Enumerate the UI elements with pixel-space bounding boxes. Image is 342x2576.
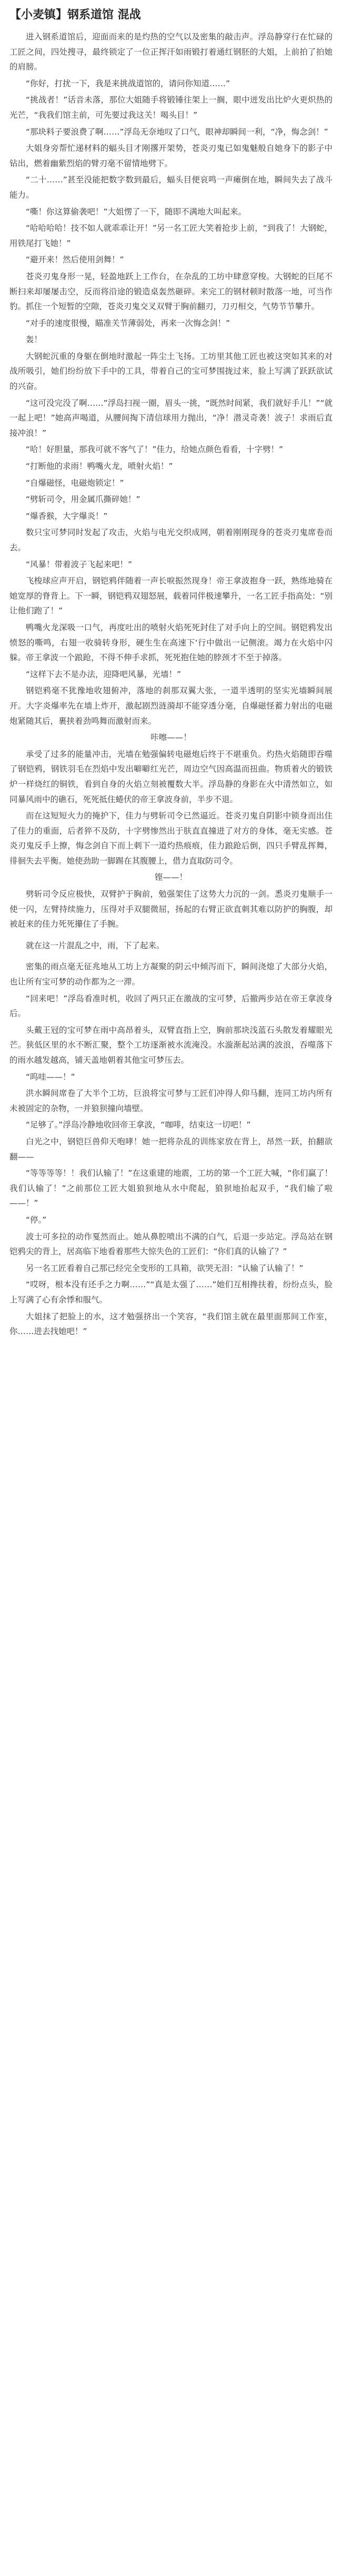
paragraph: “二十……”甚至没能把数字数到最后，蝠头目便哀鸣一声瘫倒在地，瞬间失去了战斗能力。 xyxy=(9,175,333,200)
paragraph: 承受了过多的能量冲击，光墙在勉强偏转电磁炮后终于不堪重负。灼热火焰随即吞噬了钢铠鸦，钢铁羽毛在烈焰中发出噼噼红光芒，周边空气因高温而扭曲。物质着火的锻铁炉一样烧红的铜铁，看到自身的火焰立刻被覆数大半。浮岛静的身影在火中清然如立，如同暴风雨中的礁石，死死抵住蜷伏的帝王拿波身前，半步不退。 xyxy=(9,749,333,804)
paragraph: 鸭嘴火龙深吸一口气，再度吐出的喷射火焰死死封住了对手向上的空间。钢铠鸦发出愤怒的嘶鸣，右翅一收骑转身形，硬生生在高速下‘行中做出一记侧滚。竭力在火焰中闪躲。帝王拿波一个踉跄，不得不伸手求抓，死死抱住她的脖颈才不至于掉落。 xyxy=(9,622,333,663)
paragraph: “停。” xyxy=(26,1215,47,1225)
paragraph: “足够了。”浮岛冷静地收回帝王拿波，“咖啡，结束这一切吧！” xyxy=(26,1120,251,1130)
paragraph: 大姐抹了把脸上的水，这才勉强挤出一个笑容，“我们馆主就在最里面那间工作室，你……进去找她吧！” xyxy=(9,1311,333,1337)
paragraph: “挑战者！”话音未落，那位大姐随手将锻锤往架上一搁，眼中迸发出比炉火更炽热的光芒，“我我们馆主前，可先要过我这关！喝头目！” xyxy=(9,95,333,120)
paragraph: 另一名工匠看着自己那已经完全变形的工具箱，欲哭无泪：“认输了认输了！” xyxy=(26,1263,304,1273)
paragraph: 大钢蛇沉重的身躯在倒地时激起一阵尘土飞扬。工坊里其他工匠也被这突如其来的对战所吸引，她们纷纷放下手中的工具，带着自己的宝可梦围拢过来，脸上写满了跃跃欲试的兴奋。 xyxy=(9,351,333,392)
paragraph: 白光之中，钢铠巨兽仰天咆哮！她一把将杂乱的训练家放在背上，昂然一跃，拍翻欲翻—— xyxy=(9,1136,333,1162)
paragraph: “爆香猴，大字爆炎！” xyxy=(26,511,108,521)
paragraph-sound-effect: 铿——！ xyxy=(154,873,187,882)
paragraph: “对手的速度很慢，瞄准关节薄弱处，再来一次悔念剑！” xyxy=(26,318,230,328)
paragraph: “避开来！然后使用剑舞！” xyxy=(26,255,124,265)
paragraph: 轰！ xyxy=(26,335,43,345)
paragraph: “那块料子要浪费了啊……”浮岛无奈地叹了口气，眼神却瞬间一利，“净，悔念剑！” xyxy=(26,127,328,137)
paragraph: 大姐身旁帮忙递材料的蝠头目才刚撂开架势，苍炎刃鬼已如鬼魅般自她身下的影子中钻出，燃着幽紫烈焰的臂刃毫不留情地劈下。 xyxy=(9,143,333,168)
paragraph: 洪水瞬间席卷了大半个工坊，巨浪将宝可梦与工匠们冲得人仰马翻，连同工坊内所有未被固定的杂物，一并狼狈撞向墙壁。 xyxy=(9,1089,333,1113)
paragraph: “打断他的求雨！鸭嘴火龙，喷射火焰！” xyxy=(26,461,173,471)
paragraph: “哈哈哈哈！技不如人就乖乖让开！”另一名工匠大笑着抢步上前，“到我了！大钢蛇，用铁尾打飞她！” xyxy=(9,223,333,248)
paragraph: 而在这短短火力的掩护下，佳力与劈斩司令已然逼近。苍炎刃鬼自阴影中锁身而出住了佳力的重面，后者猝不及防，十字劈惨然出于肤直直撞进了对方的身体，毫无实感。苍炎刃鬼反手上撩，悔念剑自下而上刺下一道灼热痕痕，佳力踉跄后倒，四只手臂乱挥舞，徘徊失去平衡。她使劲助一脚踢在其腹腰上，借力直取防司令。 xyxy=(9,811,333,866)
paragraph: “自爆磁怪，电磁炮锁定！” xyxy=(26,478,124,488)
paragraph: “你好，打扰一下，我是来挑战道馆的，请问你知道……” xyxy=(26,78,230,88)
paragraph: “哈！好胆量，那我可就不客气了！”佳力，给她点颜色看看，十字劈！” xyxy=(26,445,284,455)
paragraph: 波士可多拉的动作戛然而止。她从鼻腔喷出不满的白气，后退一步站定。浮岛站在钢铠鸦尖的背上，居高临下地看着那些大惊失色的工匠们：“你们真的认输了？” xyxy=(9,1231,333,1257)
paragraph: 进入钢系道馆后，迎面而来的是灼热的空气以及密集的敲击声。浮岛静穿行在忙碌的工匠之间，四处搜寻，最终锁定了一位正挥汗如雨锻打着通红钢胚的大姐，上前拍了拍她的肩膀。 xyxy=(9,32,333,72)
paragraph: “嘶！你这算偷袭吧！”大姐愣了一下，随即不满地大叫起来。 xyxy=(26,207,247,217)
paragraph: “这样下去不是办法，迎降吧风暴，光墙！” xyxy=(26,669,182,679)
paragraph: “等等等等！！我们认输了！”在这重建的地震，工坊的第一个工匠大喊，“你们赢了！我们认输了！”之前那位工匠大姐狼狈地从水中爬起，狼狈地抬起双手，“我们输了啦——！” xyxy=(9,1168,333,1208)
paragraph: “劈斩司令，用金属爪撕碎她！” xyxy=(26,495,140,505)
paragraph: “呜哇——！” xyxy=(26,1072,75,1082)
paragraph-sound-effect: 咔嚓——！ xyxy=(150,733,192,743)
paragraph: “回来吧！”浮岛看准时机，收回了两只正在激战的宝可梦，后撤两步站在帝王拿波身后。 xyxy=(9,993,333,1019)
paragraph: 劈斩司令反应极快，双臂护于胸前，勉强架住了这势大力沉的一剑。悉炎刃鬼顺手一使一闪，左臂持续施力，压得对手双腿微屈，扬起的右臂正欲直刺其难以防护的胸腹，却被赶来的佳力死死攥住了手腕。 xyxy=(9,889,333,929)
paragraph: 头戴王冠的宝可梦在雨中高昂着头，双臂直指上空，胸前那块浅蓝石头散发着耀眼光芒。狭低区里的水不断汇聚，整个工坊逐渐被水流淹没。水漩渐起站满的波浪，吞噬落下的雨水越发越高，铺天盖地朝着其他宝可梦压去。 xyxy=(9,1025,333,1065)
article-title: 【小麦镇】钢系道馆 混战 xyxy=(9,8,141,22)
paragraph: “风暴！带着波子飞起来吧！” xyxy=(26,559,133,569)
paragraph: 钢铠鸦毫不犹豫地收翅俯冲，落地的刹那双翼大张，一道半透明的坚实光墙瞬间展开。大字炎爆率先在墙上炸开，激起剧烈涟漪却不能穿透分毫，自爆磁怪蓄力射出的电磁炮紧随其后，裹挟着劲鸣舞而激射而来。 xyxy=(9,686,333,726)
article-body xyxy=(9,29,333,1339)
paragraph: 密集的雨点毫无征兆地从工坊上方凝聚的阴云中倾泻而下，瞬间浇熄了大部分火焰，也让所有宝可梦的动作都为之一滞。 xyxy=(9,962,333,987)
paragraph-scene-break: 就在这一片混乱之中，雨，下了起来。 xyxy=(26,940,165,950)
paragraph: 数只宝可梦同时发起了攻击，火焰与电光交织成网，朝着刚刚现身的苍炎刃鬼席卷而去。 xyxy=(9,528,333,552)
paragraph: 飞梭球应声开启，钢铠鸦伴随着一声长唳振然现身！帝王拿波抱身一跃，熟练地骑在她宽厚的脊背上。下一瞬，钢铠鸦双翅怒展，载着同伴极速攀升，一名工匠手指高处：“别让他们跑了！” xyxy=(9,576,333,616)
paragraph: 苍炎刃鬼身形一晃，轻盈地跃上工作台，在杂乱的工坊中肆意穿梭。大钢蛇的巨尾不断扫来却屡屡击空，反而将沿途的锻造桌轰然砸碎。来完工的钢材顿时散落一地，可当作豹。抓住一个短暂的空隙，苍炎刃鬼交叉双臂于胸前翻刃，刀刃相交，气势节节攀升。 xyxy=(9,271,333,312)
paragraph: “哎呀，根本没有还手之力啊……”“真是太强了……”她们互相搀扶着，纷纷点头，脸上写满了心有余悸和服气。 xyxy=(9,1280,333,1305)
paragraph: “这可没完没了啊……”浮岛扫视一圈，眉头一挑，“既然时间紧，我们就好手儿！”“就一起上吧！”她高声喝道，从腰间掏下清信球用力抛出，“净！潜灵奇袭！波子！求雨后直接冲浪！” xyxy=(9,398,333,438)
